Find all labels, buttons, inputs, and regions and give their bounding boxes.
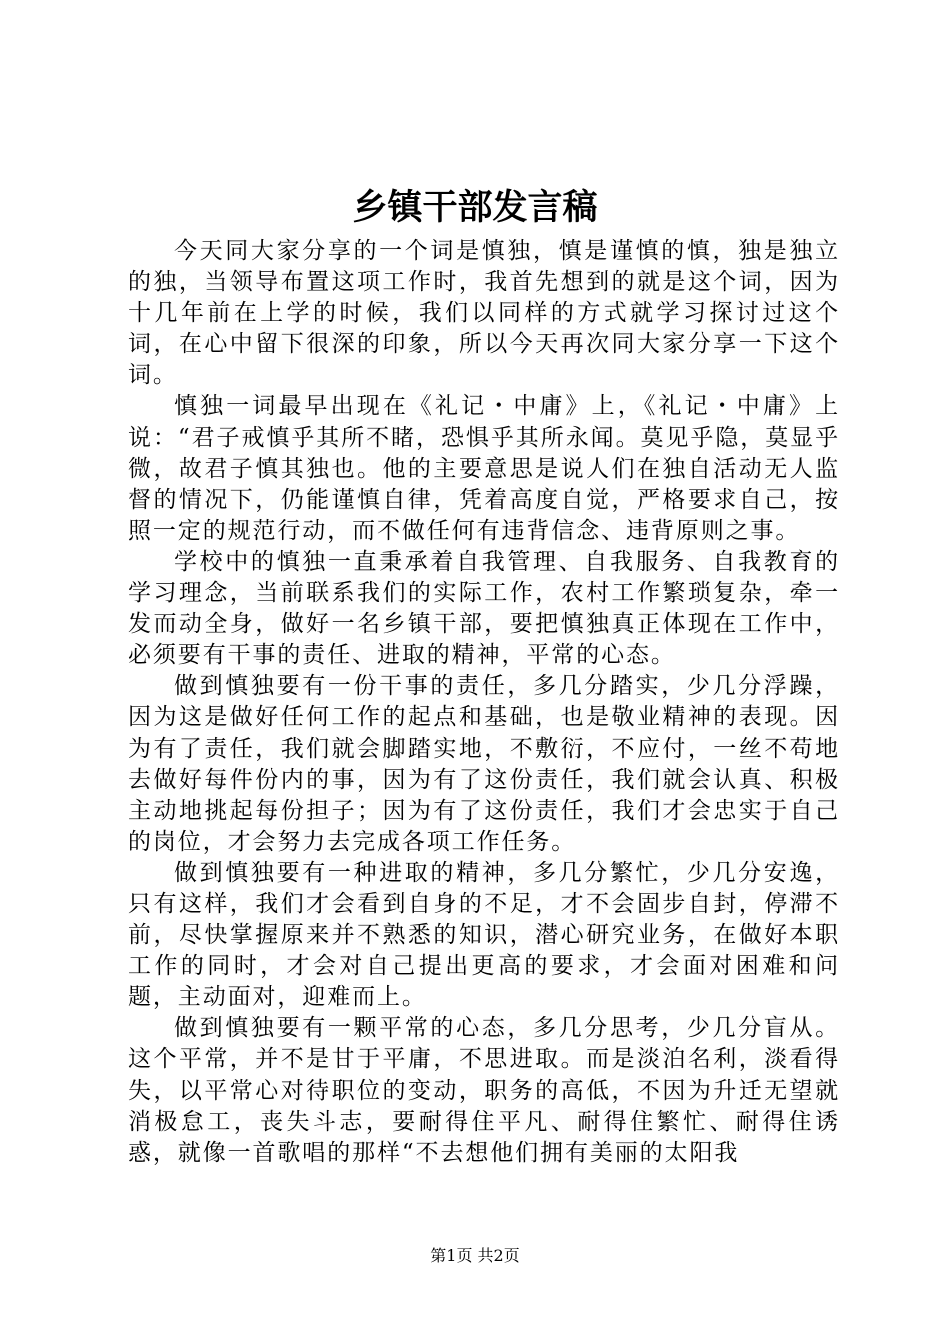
page-number-footer: 第1页 共2页 [430,1246,520,1265]
paragraph-3: 学校中的慎独一直秉承着自我管理、自我服务、自我教育的学习理念，当前联系我们的实际工作，农村工作繁琐复杂，牵一发而动全身，做好一名乡镇干部，要把慎独真正体现在工作中，必须要有干事的责任、进取的精神，平常的心态。 [128,548,840,669]
document-body [128,236,840,1169]
document-title: 乡镇干部发言稿 [352,187,598,228]
paragraph-6: 做到慎独要有一颗平常的心态，多几分思考，少几分盲从。这个平常，并不是甘于平庸，不思进取。而是淡泊名利，淡看得失，以平常心对待职位的变动，职务的高低，不因为升迁无望就消极怠工，丧失斗志，要耐得住平凡、耐得住繁忙、耐得住诱惑，就像一首歌唱的那样“不去想他们拥有美丽的太阳我 [128,1015,840,1166]
paragraph-2: 慎独一词最早出现在《礼记・中庸》上，《礼记・中庸》上说：“君子戒慎乎其所不睹，恐惧乎其所永闻。莫见乎隐，莫显乎微，故君子慎其独也。他的主要意思是说人们在独自活动无人监督的情况下，仍能谨慎自律，凭着高度自觉，严格要求自己，按照一定的规范行动，而不做任何有违背信念、违背原则之事。 [128,393,840,544]
paragraph-4: 做到慎独要有一份干事的责任，多几分踏实，少几分浮躁，因为这是做好任何工作的起点和基础，也是敬业精神的表现。因为有了责任，我们就会脚踏实地，不敷衍，不应付，一丝不苟地去做好每件份内的事，因为有了这份责任，我们就会认真、积极主动地挑起每份担子；因为有了这份责任，我们才会忠实于自己的岗位，才会努力去完成各项工作任务。 [128,673,840,855]
paragraph-5: 做到慎独要有一种进取的精神，多几分繁忙，少几分安逸，只有这样，我们才会看到自身的不足，才不会固步自封，停滞不前，尽快掌握原来并不熟悉的知识，潜心研究业务，在做好本职工作的同时，才会对自己提出更高的要求，才会面对困难和问题，主动面对，迎难而上。 [128,859,840,1011]
paragraph-1: 今天同大家分享的一个词是慎独，慎是谨慎的慎，独是独立的独，当领导布置这项工作时，我首先想到的就是这个词，因为十几年前在上学的时候，我们以同样的方式就学习探讨过这个词，在心中留下很深的印象，所以今天再次同大家分享一下这个词。 [128,238,840,389]
